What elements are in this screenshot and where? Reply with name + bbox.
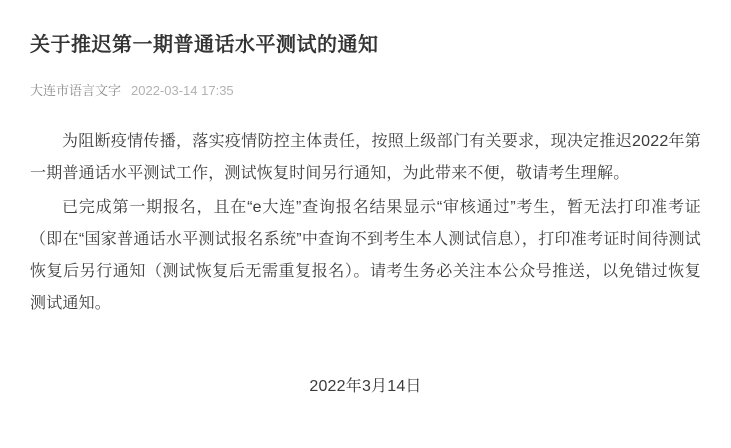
article-meta [30,82,701,100]
article-source: 大连市语言文字 [30,83,122,98]
page-title: 关于推迟第一期普通话水平测试的通知 [30,34,379,56]
article-paragraph: 已完成第一期报名，且在“e大连”查询报名结果显示“审核通过”考生，暂无法打印准考证（即在“国家普通话水平测试报名系统”中查询不到考生本人测试信息），打印准考证时间待测试恢复后另行通知（测试恢复后无需重复报名）。请考生务必关注本公众号推送，以免错过恢复测试通知。 [30,199,701,312]
article-timestamp: 2022-03-14 17:35 [131,83,234,98]
article-body [30,126,701,320]
article-signature-date: 2022年3月14日 [309,378,422,395]
article-paragraph: 为阻断疫情传播，落实疫情防控主体责任，按照上级部门有关要求，现决定推迟2022年第一期普通话水平测试工作，测试恢复时间另行通知，为此带来不便，敬请考生理解。 [30,133,701,182]
